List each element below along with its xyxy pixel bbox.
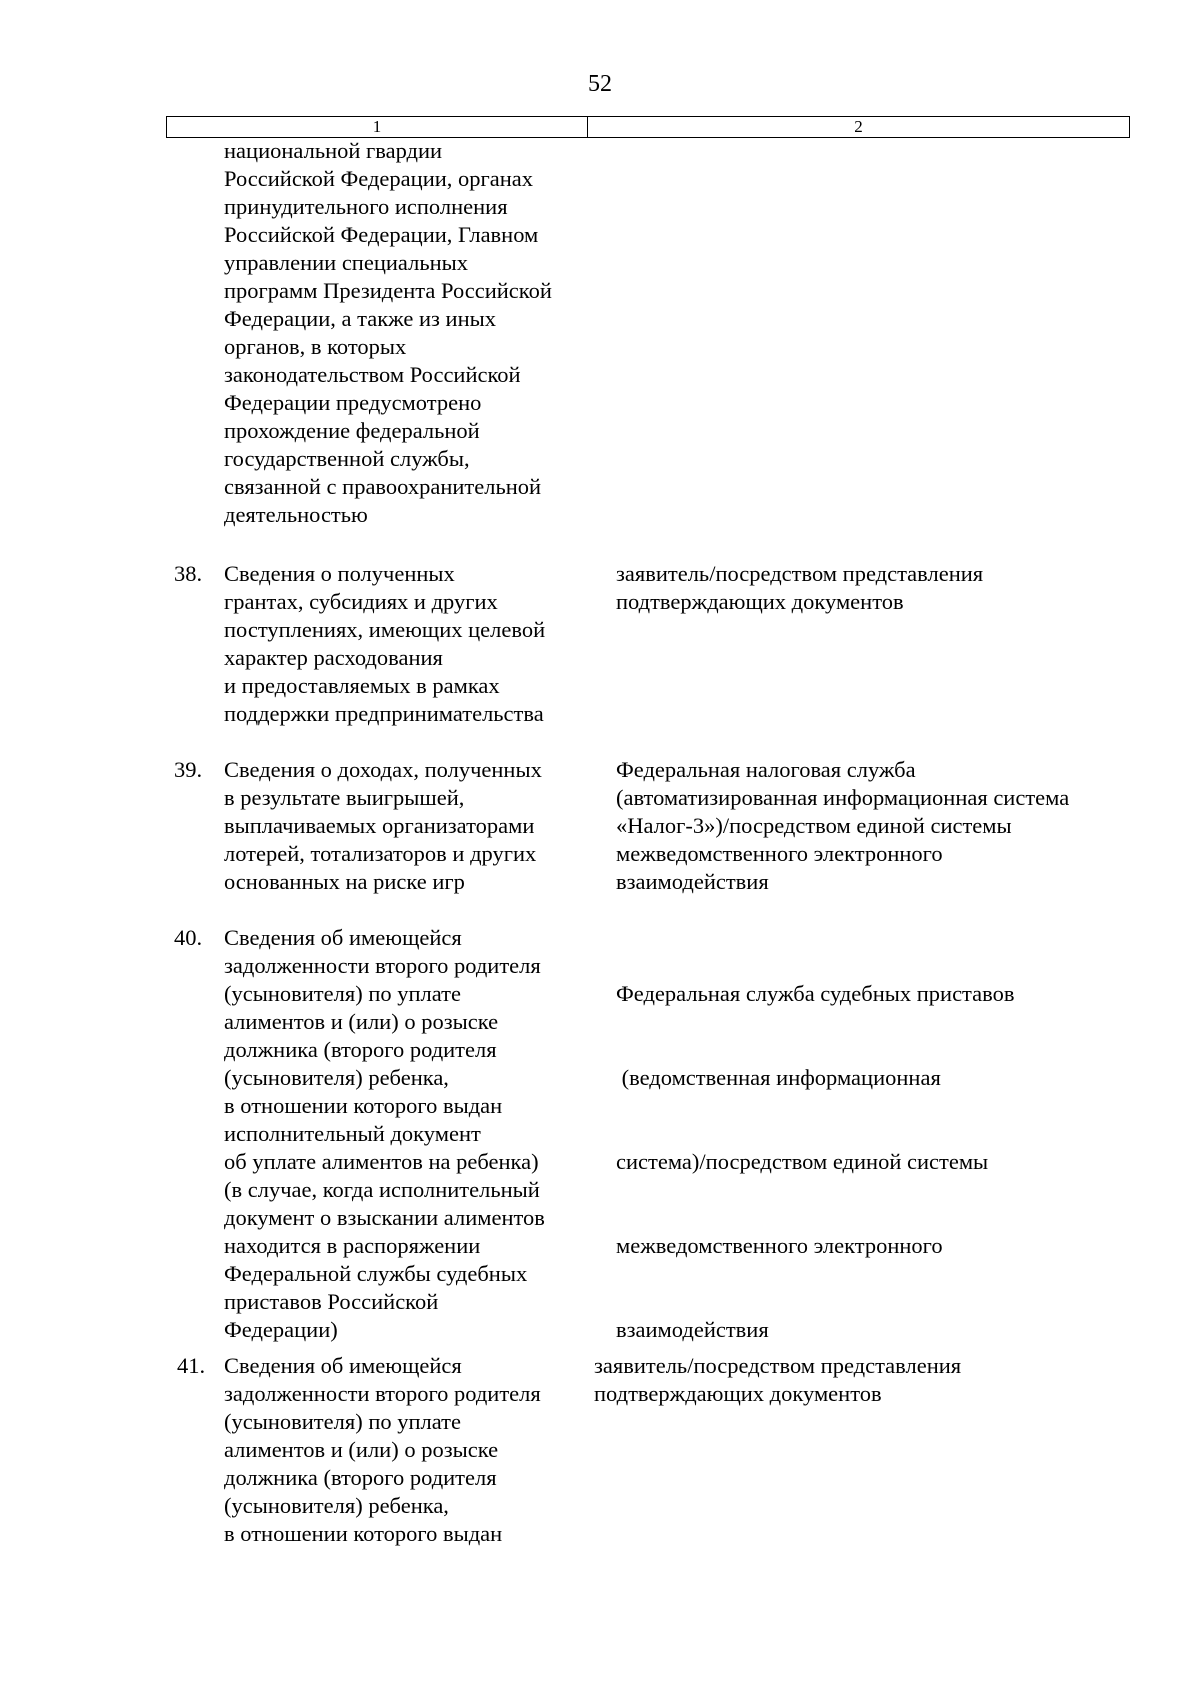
description-line: грантах, субсидиях и других <box>224 589 498 614</box>
description-line: задолженности второго родителя <box>224 1381 541 1406</box>
description-line: (усыновителя) ребенка, <box>224 1493 449 1518</box>
continuation-line: законодательством Российской <box>224 362 521 387</box>
description-line: Сведения об имеющейся <box>224 1353 462 1378</box>
row-number: 38. <box>174 561 203 586</box>
description-line: об уплате алиментов на ребенка) <box>224 1149 539 1174</box>
description-line: задолженности второго родителя <box>224 953 541 978</box>
source-line: заявитель/посредством представления <box>616 561 984 586</box>
description-line: в отношении которого выдан <box>224 1093 503 1118</box>
source-line: заявитель/посредством представления <box>594 1353 962 1378</box>
source-line: межведомственного электронного <box>616 841 943 866</box>
description-line: лотерей, тотализаторов и других <box>224 841 537 866</box>
description-line: Сведения об имеющейся <box>224 925 462 950</box>
row-source <box>594 1352 1114 1408</box>
source-line: взаимодействия <box>616 869 769 894</box>
continuation-line: Российской Федерации, Главном <box>224 222 539 247</box>
source-line: Федеральная служба судебных приставов <box>616 981 1015 1006</box>
description-line: Федерации) <box>224 1317 338 1342</box>
row-source <box>616 756 1136 896</box>
row-description <box>224 1352 594 1548</box>
source-line: межведомственного электронного <box>616 1233 943 1258</box>
source-line: подтверждающих документов <box>594 1381 882 1406</box>
column-header-1: 1 <box>167 117 588 137</box>
source-line: взаимодействия <box>616 1317 769 1342</box>
continuation-line: государственной службы, <box>224 446 470 471</box>
description-line: поддержки предпринимательства <box>224 701 544 726</box>
description-line: характер расходования <box>224 645 443 670</box>
description-line: (усыновителя) ребенка, <box>224 1065 449 1090</box>
description-line: (усыновителя) по уплате <box>224 1409 461 1434</box>
description-line: в результате выигрышей, <box>224 785 465 810</box>
source-line: (ведомственная информационная <box>616 1065 941 1090</box>
page-number: 52 <box>588 71 612 97</box>
continuation-line: Федерации предусмотрено <box>224 390 482 415</box>
description-line: должника (второго родителя <box>224 1465 497 1490</box>
row-number: 40. <box>174 925 203 950</box>
continuation-line: принудительного исполнения <box>224 194 508 219</box>
source-line: система)/посредством единой системы <box>616 1149 989 1174</box>
row-number: 41. <box>177 1353 206 1378</box>
continuation-line: Российской Федерации, органах <box>224 166 534 191</box>
continuation-line: связанной с правоохранительной <box>224 474 542 499</box>
row-source <box>616 560 1136 616</box>
source-line: подтверждающих документов <box>616 589 904 614</box>
description-line: должника (второго родителя <box>224 1037 497 1062</box>
continuation-line: Федерации, а также из иных <box>224 306 497 331</box>
description-line: и предоставляемых в рамках <box>224 673 500 698</box>
column-header-row <box>166 116 1130 138</box>
description-line: поступлениях, имеющих целевой <box>224 617 546 642</box>
description-line: приставов Российской <box>224 1289 439 1314</box>
description-line: в отношении которого выдан <box>224 1521 503 1546</box>
description-line: находится в распоряжении <box>224 1233 481 1258</box>
continuation-line: органов, в которых <box>224 334 407 359</box>
description-line: Сведения о доходах, полученных <box>224 757 542 782</box>
source-line: «Налог-3»)/посредством единой системы <box>616 813 1012 838</box>
description-line: исполнительный документ <box>224 1121 481 1146</box>
row-source <box>616 924 1136 1400</box>
continuation-line: прохождение федеральной <box>224 418 480 443</box>
column-header-2: 2 <box>854 117 863 136</box>
continuation-line: программ Президента Российской <box>224 278 552 303</box>
source-line: (автоматизированная информационная система <box>616 785 1070 810</box>
row-number: 39. <box>174 757 203 782</box>
continuation-text <box>224 137 552 529</box>
description-line: выплачиваемых организаторами <box>224 813 535 838</box>
description-line: (в случае, когда исполнительный <box>224 1177 540 1202</box>
row-description <box>224 756 594 896</box>
row-description <box>224 560 594 728</box>
row-description <box>224 924 594 1344</box>
description-line: алиментов и (или) о розыске <box>224 1009 499 1034</box>
description-line: алиментов и (или) о розыске <box>224 1437 499 1462</box>
source-line: Федеральная налоговая служба <box>616 757 916 782</box>
description-line: (усыновителя) по уплате <box>224 981 461 1006</box>
description-line: Федеральной службы судебных <box>224 1261 528 1286</box>
description-line: документ о взыскании алиментов <box>224 1205 545 1230</box>
continuation-line: национальной гвардии <box>224 138 443 163</box>
continuation-line: деятельностью <box>224 502 368 527</box>
description-line: основанных на риске игр <box>224 869 465 894</box>
description-line: Сведения о полученных <box>224 561 455 586</box>
continuation-line: управлении специальных <box>224 250 468 275</box>
